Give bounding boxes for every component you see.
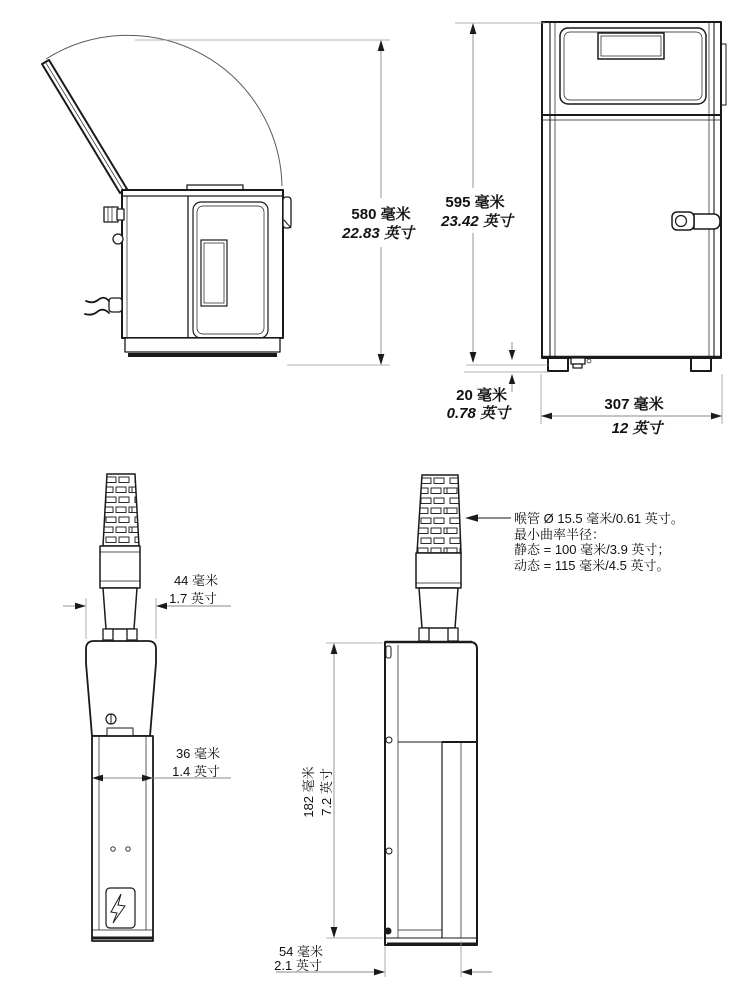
base-plinth xyxy=(125,338,280,352)
dim-cabinet-width xyxy=(541,374,722,437)
throat-note-line3: 静态 = 100 毫米/3.9 英寸； xyxy=(514,542,671,557)
dim-label-44mm: 44 毫米 xyxy=(173,573,219,588)
body-clip xyxy=(385,928,392,935)
cable-squiggle xyxy=(86,298,109,303)
dim-label-595mm: 595 毫米 xyxy=(445,194,505,211)
dim-label-72in: 7.2 英寸 xyxy=(319,768,334,816)
dim-label-078in: 0.78 英寸 xyxy=(446,405,510,422)
dim-label-36mm: 36 毫米 xyxy=(175,746,221,761)
throat-note-line1: 喉管 Ø 15.5 毫米/0.61 英寸。 xyxy=(514,511,684,526)
annotation-arrow xyxy=(465,514,478,522)
dim-foot-clearance xyxy=(447,342,549,422)
printhead-top-block xyxy=(86,641,156,736)
dim-label-580mm: 580 毫米 xyxy=(351,206,411,223)
dim-label-20mm: 20 毫米 xyxy=(456,387,507,404)
cabinet-front-view xyxy=(542,22,726,371)
throat-tube-annotation xyxy=(465,511,684,573)
conduit-neck-side xyxy=(419,588,458,628)
conduit-neck xyxy=(103,588,137,629)
dim-cabinet-front-height xyxy=(440,23,548,365)
dim-printhead-depth xyxy=(274,941,492,977)
drain-fitting xyxy=(571,358,585,364)
conduit-hose-side xyxy=(417,475,461,553)
conduit-hose xyxy=(103,474,139,546)
dim-label-307mm: 307 毫米 xyxy=(604,396,664,413)
throat-note-line2: 最小曲率半径： xyxy=(514,527,606,542)
printhead-side-body xyxy=(385,642,477,945)
dim-label-21in: 2.1 英寸 xyxy=(274,958,322,973)
dim-label-14in: 1.4 英寸 xyxy=(172,764,220,779)
dim-printhead-top-width xyxy=(63,573,231,639)
dim-label-182mm: 182 毫米 xyxy=(301,766,316,818)
lid-swing-arc xyxy=(46,35,282,186)
side-connector xyxy=(104,207,118,222)
printhead-front-view xyxy=(86,474,156,941)
printhead-side-view xyxy=(385,475,478,945)
foot-left xyxy=(548,358,568,371)
side-hook xyxy=(113,234,123,244)
cabinet-front-body xyxy=(542,22,721,358)
throat-note-line4: 动态 = 115 毫米/4.5 英寸。 xyxy=(514,558,670,573)
dim-label-2342in: 23.42 英寸 xyxy=(441,213,513,230)
dim-label-17in: 1.7 英寸 xyxy=(169,591,217,606)
dim-label-2283in: 22.83 英寸 xyxy=(342,225,414,242)
cabinet-side-view xyxy=(42,35,291,355)
door-handle-tab xyxy=(694,214,720,229)
foot-right xyxy=(691,358,711,371)
cable-gland xyxy=(109,298,122,312)
dim-label-12in: 12 英寸 xyxy=(611,420,663,437)
dim-printhead-height xyxy=(301,643,383,938)
dim-label-54mm: 54 毫米 xyxy=(278,944,324,959)
cabinet-body xyxy=(122,190,283,338)
